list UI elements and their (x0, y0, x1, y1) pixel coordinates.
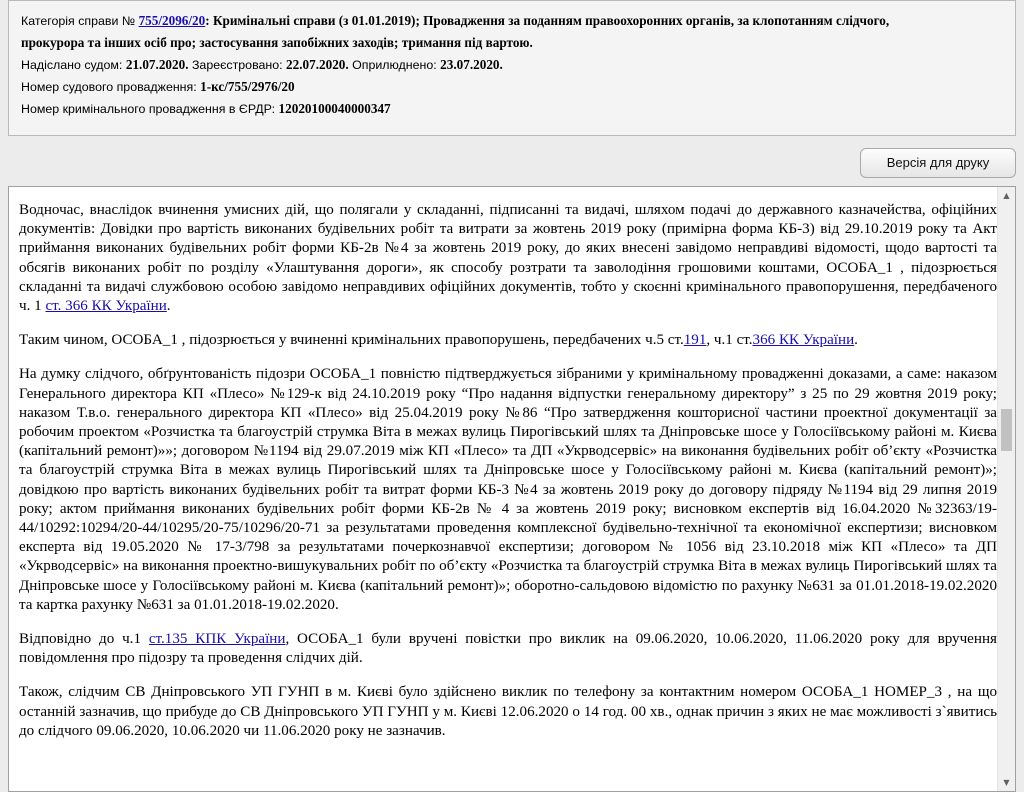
paragraph-5: Також, слідчим СВ Дніпровського УП ГУНП в м. Києві було здійснено виклик по телефону за контактним номером ОСОБА_1 НОМЕР_3 , на що останній зазначив, що прибуде до СВ Дніпровського УП ГУНП у м. Києві 12.06.2020 о 14 год. 00 хв., однак причин з яких не має можливості з`явитись до слідчого 09.06.2020, 10.06.2020 чи 11.06.2020 року не зазначив. (19, 684, 997, 739)
erdr-number: 12020100040000347 (278, 101, 391, 116)
paragraph-1-end: . (166, 298, 171, 315)
sent-label: Надіслано судом: (21, 58, 123, 72)
registered-label: Зареєстровано: (191, 58, 283, 72)
scroll-up-arrow-icon[interactable]: ▲ (1003, 191, 1010, 200)
law-link-366[interactable]: ст. 366 КК України (45, 298, 167, 315)
category-label: Категорія справи № (21, 14, 136, 28)
erdr-line (21, 98, 1003, 120)
case-number-link[interactable]: 755/2096/20 (138, 13, 206, 28)
paragraph-2-end: . (854, 332, 858, 349)
law-link-135[interactable]: ст.135 КПК України (148, 631, 286, 648)
proceeding-label: Номер судового провадження: (21, 80, 197, 94)
paragraph-3: На думку слідчого, обґрунтованість підозри ОСОБА_1 повністю підтверджується зібраними у кримінальному провадженні доказами, а саме: наказом Генерального директора КП «Плесо» №129-к від 24.10.2019 року “Про надання відпустки генеральному директору” з 25 по 29 жовтня 2019 року; наказом Т.в.о. генерального директора КП «Плесо» від 25.04.2019 року №86 “Про затвердження кошторисної частини проектної документації за робочим проектом «Розчистка та благоустрій струмка Віта в межах вулиць Пирогівський шлях та Дніпровське шосе у Голосіївському районі м. Києва (капітальний ремонт)»»; договором №1194 від 29.07.2019 між КП «Плесо» та ДП «Укрводсервіс» на виконання будівельних робіт об’єкту «Розчистка та благоустрій струмка Віта в межах вулиць Пирогівський шлях та Дніпровське шосе у Голосіївському районі м. Києва (капітальний ремонт)»; довідкою про вартість виконаних будівельних робіт та витрат форми КБ-3 №4 за жовтень 2019 року до договору підряду №1194 від 29 липня 2019 року; актом приймання виконаних будівельних робіт форми КБ-2в № 4 за жовтень 2019 року; висновком експертів від 16.04.2020 №32363/19-44/10292:10294/20-44/10295/20-75/10296/20-71 за результатами проведення комплексної будівельно-технічної та економічної експертизи; висновком експерта від 19.05.2020 № 17-3/798 за результатами почеркознавчої експертизи; договором № 1056 від 23.10.2018 між КП «Плесо» та ДП «Укрводсервіс» на виконання проектно-вишукувальних робіт по об’єкту «Розчистка та благоустрій струмка Віта в межах вулиць Пирогівський шлях та Дніпровське шосе у Голосіївському районі м. Києва (капітальний ремонт)»; оборотно-сальдовою відомістю по рахунку №631 за 01.01.2018-19.02.2020 та картка рахунку №631 за 01.01.2018-19.02.2020. (19, 366, 997, 613)
dates-line (21, 54, 1003, 76)
category-text: : Кримінальні справи (з 01.01.2019); Провадження за поданням правоохоронних органів, за клопотанням слідчого, (205, 13, 890, 28)
paragraph-2-mid: , ч.1 ст. (706, 332, 753, 349)
scroll-thumb[interactable] (1001, 409, 1012, 451)
erdr-label: Номер кримінального провадження в ЄРДР: (21, 102, 276, 116)
case-category-line-2 (21, 32, 1003, 54)
proceeding-line (21, 76, 1003, 98)
category-text-2: прокурора та інших осіб про; застосування запобіжних заходів; тримання під вартою. (21, 35, 533, 50)
paragraph-1 (19, 201, 997, 316)
case-info-panel (8, 0, 1016, 136)
registered-date: 22.07.2020. (286, 57, 349, 72)
document-frame[interactable] (8, 186, 1016, 792)
paragraph-2 (19, 331, 997, 350)
proceeding-number: 1-кс/755/2976/20 (200, 79, 295, 94)
published-label: Оприлюднено: (352, 58, 437, 72)
law-link-366-2[interactable]: 366 КК України (752, 332, 855, 349)
document-text (19, 201, 997, 756)
case-category-line (21, 10, 1003, 32)
paragraph-1-text: Водночас, внаслідок вчинення умисних дій, що полягали у складанні, підписанні та видачі, шляхом подачі до державного казначейства, офіційних документів: Довідки про вартість виконаних будівельних робіт та витрати за жовтень 2019 року (примірна форма КБ-3) від 29.10.2019 року та Акт приймання виконаних будівельних робіт форми КБ-2в №4 за жовтень 2019 року, до яких внесені завідомо неправдиві відомості, щодо вартості та обсягів виконаних робіт по розділу «Улаштування дороги», як способу розтрати та заволодіння грошовими коштами, ОСОБА_1 , підозрюється складанні та видачі службовою особою завідомо неправдивих офіційних документів, тобто у скоєнні кримінального правопорушення, передбаченого ч. 1 (19, 202, 997, 315)
paragraph-4-text: , ОСОБА_1 були вручені повістки про виклик на 09.06.2020, 10.06.2020, 11.06.2020 року для вручення повідомлення про підозру та проведення слідчих дій. (19, 631, 997, 667)
paragraph-4-start: Відповідно до ч.1 (19, 631, 149, 648)
law-link-191[interactable]: 191 (683, 332, 707, 349)
print-version-button[interactable]: Версія для друку (860, 148, 1016, 178)
vertical-scrollbar[interactable] (997, 187, 1015, 791)
paragraph-2-text: Таким чином, ОСОБА_1 , підозрюється у вчиненні кримінальних правопорушень, передбачених ч.5 ст. (19, 332, 684, 349)
published-date: 23.07.2020. (440, 57, 503, 72)
paragraph-4 (19, 630, 997, 668)
scroll-down-arrow-icon[interactable]: ▼ (1003, 778, 1010, 787)
sent-date: 21.07.2020. (125, 57, 189, 72)
